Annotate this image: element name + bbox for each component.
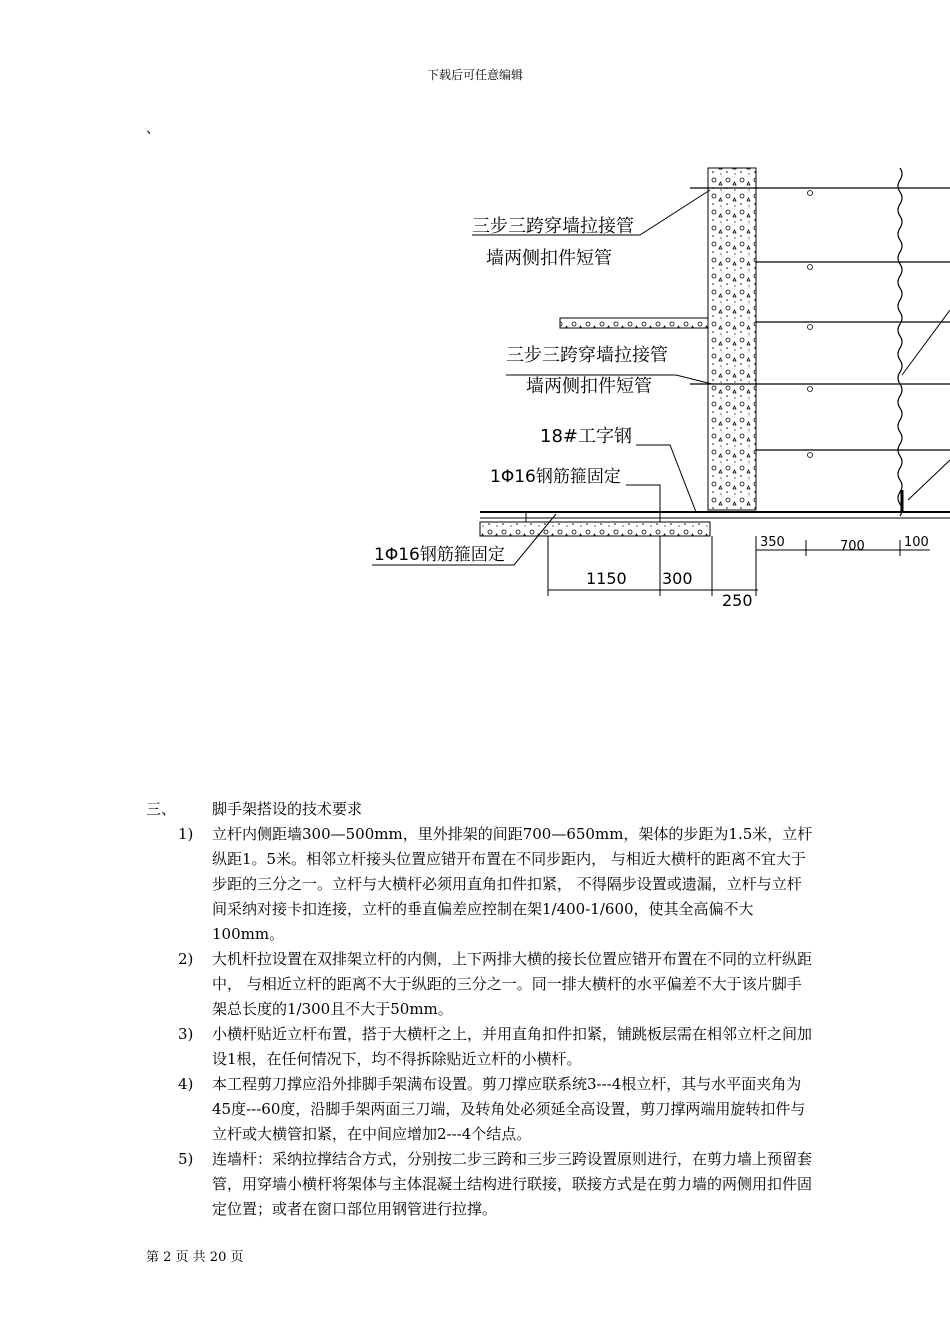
dim-350: 350 — [760, 535, 785, 550]
label-short-pipe-2: 墙两侧扣件短管 — [526, 376, 652, 397]
section-number: 三、 — [146, 800, 177, 818]
label-rebar-2: 1Φ16钢筋箍固定 — [374, 545, 505, 565]
slab-lower — [480, 522, 710, 536]
list-item — [146, 1147, 816, 1222]
label-short-pipe-1: 墙两侧扣件短管 — [486, 248, 612, 269]
page-footer: 第 2 页 共 20 页 — [146, 1250, 244, 1265]
label-tie-pipe-2: 三步三跨穿墙拉接管 — [506, 345, 668, 366]
dim-700: 700 — [840, 539, 865, 554]
list-item-text: 本工程剪刀撑应沿外排脚手架满布设置。剪刀撑应联系统3---4根立杆，其与水平面夹角为45度---60度，沿脚手架两面三刀端，及转角处必须延全高设置，剪刀撑两端用旋转扣件与立杆或大横管扣紧，在中间应增加2---4个结点。 — [212, 1075, 806, 1143]
list-marker: 5) — [178, 1150, 194, 1168]
dim-1150: 1150 — [586, 569, 627, 588]
section-heading — [146, 798, 362, 819]
requirements-list — [146, 822, 816, 1222]
list-marker: 2) — [178, 950, 194, 968]
list-item — [146, 1022, 816, 1072]
list-item — [146, 947, 816, 1022]
list-item-text: 小横杆贴近立杆布置，搭于大横杆之上，并用直角扣件扣紧，铺跳板层需在相邻立杆之间加设1根，在任何情况下，均不得拆除贴近立杆的小横杆。 — [212, 1025, 813, 1068]
list-item-text: 立杆内侧距墙300—500mm，里外排架的间距700—650mm，架体的步距为1.5米，立杆纵距1。5米。相邻立杆接头位置应错开布置在不同步距内， 与相近大横杆的距离不宜大于步距的三分之一。立杆与大横杆必须用直角扣件扣紧， 不得隔步设置或遗漏，立杆与立杆间采纳对接卡扣连接，立杆的垂直偏差应控制在架1/400-1/600，使其全高偏不大100mm。 — [212, 825, 813, 943]
page-header: 下载后可任意编辑 — [426, 68, 523, 82]
label-tie-pipe-1: 三步三跨穿墙拉接管 — [472, 216, 634, 237]
label-ibeam: 18#工字钢 — [540, 426, 632, 447]
dim-300: 300 — [662, 569, 693, 588]
list-item — [146, 1072, 816, 1147]
section-title: 脚手架搭设的技术要求 — [212, 800, 363, 818]
list-item — [146, 822, 816, 947]
list-item-text: 连墙杆：采纳拉撑结合方式，分别按二步三跨和三步三跨设置原则进行，在剪力墙上预留套管，用穿墙小横杆将架体与主体混凝土结构进行联接，联接方式是在剪力墙的两侧用扣件固定位置；或者在窗口部位用钢管进行拉撑。 — [212, 1150, 813, 1218]
dim-250: 250 — [722, 591, 753, 610]
list-marker: 4) — [178, 1075, 194, 1093]
list-marker: 3) — [178, 1025, 194, 1043]
scaffold-drawing — [360, 160, 950, 620]
stray-punctuation: 、 — [146, 121, 160, 137]
list-item-text: 大机杆拉设置在双排架立杆的内侧，上下两排大横的接长位置应错开布置在不同的立杆纵距中， 与相近立杆的距离不大于纵距的三分之一。同一排大横杆的水平偏差不大于该片脚手架总长度的1/300且不大于50mm。 — [212, 950, 813, 1018]
concrete-wall — [708, 168, 756, 510]
dim-100: 100 — [904, 535, 929, 550]
slab-upper — [560, 318, 708, 328]
list-marker: 1) — [178, 825, 194, 843]
outer-standard — [898, 168, 902, 516]
clamp-circles — [808, 191, 813, 458]
label-rebar-1: 1Φ16钢筋箍固定 — [490, 467, 621, 487]
